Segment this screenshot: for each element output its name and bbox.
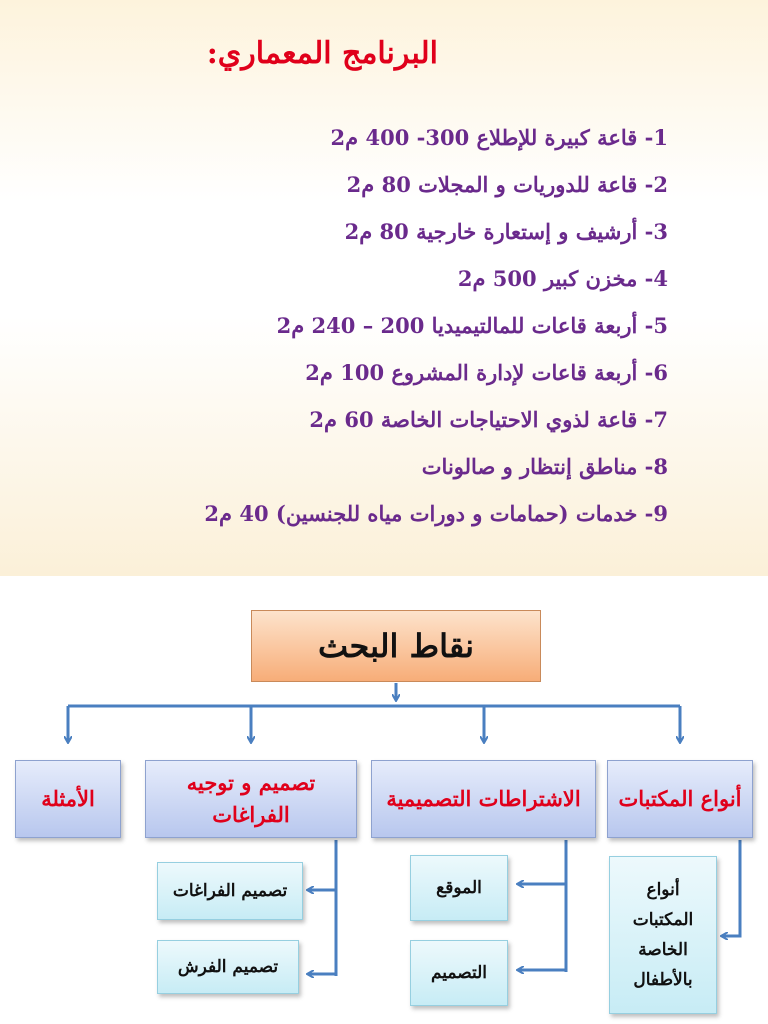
site-node: الموقع bbox=[410, 855, 508, 921]
design-requirements-node: الاشتراطات التصميمية bbox=[371, 760, 596, 838]
list-item: 5- أربعة قاعات للمالتيميديا 200 – 240 م2 bbox=[276, 313, 668, 338]
space-design-orientation-node: تصميم و توجيه الفراغات bbox=[145, 760, 357, 838]
list-item: 9- خدمات (حمامات و دورات مياه للجنسين) 40 م2 bbox=[204, 501, 668, 526]
slide-title: البرنامج المعماري: bbox=[206, 36, 438, 71]
list-item: 1- قاعة كبيرة للإطلاع 300- 400 م2 bbox=[330, 125, 668, 150]
spaces-design-node: تصميم الفراغات bbox=[157, 862, 303, 920]
research-points-diagram bbox=[0, 576, 768, 1024]
types-sub-connector bbox=[722, 840, 740, 936]
design-node: التصميم bbox=[410, 940, 508, 1006]
furniture-design-node: تصميم الفرش bbox=[157, 940, 299, 994]
root-node: نقاط البحث bbox=[251, 610, 541, 682]
children-libraries-node: أنواع المكتبات الخاصة بالأطفال bbox=[609, 856, 717, 1014]
examples-node: الأمثلة bbox=[15, 760, 121, 838]
list-item: 2- قاعة للدوريات و المجلات 80 م2 bbox=[346, 172, 668, 197]
list-item: 4- مخزن كبير 500 م2 bbox=[457, 266, 668, 291]
program-list bbox=[204, 114, 668, 537]
library-types-node: أنواع المكتبات bbox=[607, 760, 753, 838]
list-item: 7- قاعة لذوي الاحتياجات الخاصة 60 م2 bbox=[309, 407, 668, 432]
list-item: 6- أربعة قاعات لإدارة المشروع 100 م2 bbox=[305, 360, 668, 385]
list-item: 3- أرشيف و إستعارة خارجية 80 م2 bbox=[344, 219, 668, 244]
list-item: 8- مناطق إنتظار و صالونات bbox=[421, 454, 668, 479]
